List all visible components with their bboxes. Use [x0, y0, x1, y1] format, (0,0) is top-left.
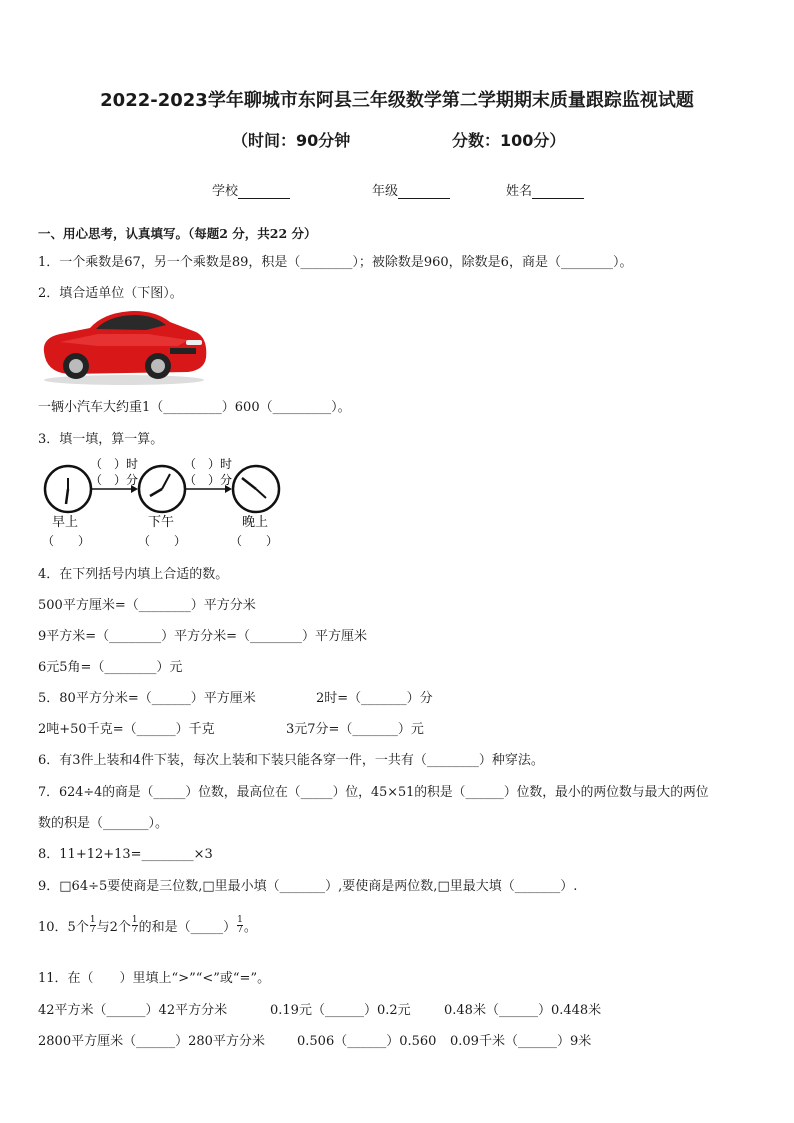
question-5-c: 2吨+50千克=（______）千克: [38, 722, 215, 737]
q10-part-4: 。: [243, 920, 257, 935]
time-afternoon: 下午: [148, 515, 175, 530]
answer-morning: （ ）: [42, 534, 91, 548]
question-4-line-1: 500平方厘米=（________）平方分米: [38, 598, 256, 613]
grade-field[interactable]: [372, 180, 450, 199]
question-8: 8．11+12+13=________×3: [38, 847, 213, 862]
q11-row-2-col-3: 0.09千米（______）9米: [450, 1034, 592, 1049]
fraction-1-numerator: 1: [89, 915, 96, 925]
question-3: 3．填一填，算一算。: [38, 432, 164, 447]
clocks-diagram: [38, 454, 290, 550]
red-car-image: [38, 302, 210, 386]
q10-part-1: 10．5个: [38, 920, 89, 935]
clock-evening: [233, 466, 279, 512]
time-morning: 早上: [52, 515, 79, 530]
section-heading: 一、用心思考，认真填写。（每题2 分，共22 分）: [38, 226, 317, 241]
exam-time: （时间：90分钟: [232, 131, 351, 150]
question-4-line-3: 6元5角=（________）元: [38, 660, 183, 675]
fraction-3: [237, 916, 243, 935]
question-1: 1．一个乘数是67，另一个乘数是89，积是（________）；被除数是960，除数是6，商是（________）。: [38, 255, 633, 270]
question-5-a: 5．80平方分米=（______）平方厘米: [38, 691, 256, 706]
question-5-d: 3元7分=（_______）元: [286, 722, 424, 737]
question-4: 4．在下列括号内填上合适的数。: [38, 567, 229, 582]
question-10: [38, 916, 257, 935]
answer-evening: （ ）: [230, 534, 279, 548]
clock-afternoon: [139, 466, 185, 512]
minute-label-1: （ ）分: [90, 473, 139, 487]
question-7-line-2: 数的积是（_______）。: [38, 816, 169, 831]
minute-label-2: （ ）分: [184, 473, 233, 487]
fraction-1: [90, 916, 96, 935]
q11-row-1-col-2: 0.19元（______）0.2元: [270, 1003, 411, 1018]
question-2: 2．填合适单位（下图）。: [38, 286, 183, 301]
answer-afternoon: （ ）: [138, 534, 187, 548]
grade-blank[interactable]: [398, 186, 450, 199]
question-9: 9．□64÷5要使商是三位数,□里最小填（_______）,要使商是两位数,□里最大填（_______）.: [38, 879, 578, 894]
question-7-line-1: 7．624÷4的商是（_____）位数，最高位在（_____）位，45×51的积是（______）位数，最小的两位数与最大的两位: [38, 785, 709, 800]
fraction-3-denominator: 7: [237, 925, 243, 935]
q11-row-1-col-1: 42平方米（______）42平方分米: [38, 1003, 228, 1018]
name-label: 姓名: [506, 184, 533, 199]
page-title: 2022-2023学年聊城市东阿县三年级数学第二学期期末质量跟踪监视试题: [100, 90, 694, 111]
clock-morning: [45, 466, 91, 512]
grade-label: 年级: [372, 184, 399, 199]
hour-label-2: （ ）时: [184, 457, 233, 471]
hour-label-1: （ ）时: [90, 457, 139, 471]
school-blank[interactable]: [238, 186, 290, 199]
question-4-line-2: 9平方米=（________）平方分米=（________）平方厘米: [38, 629, 368, 644]
name-field[interactable]: [506, 180, 584, 199]
q11-row-1-col-3: 0.48米（______）0.448米: [444, 1003, 602, 1018]
question-5-b: 2时=（_______）分: [316, 691, 433, 706]
q10-part-3: 的和是（_____）: [138, 920, 237, 935]
fraction-2-denominator: 7: [131, 925, 138, 935]
exam-score: 分数：100分）: [452, 131, 566, 150]
q11-row-2-col-2: 0.506（______）0.560: [297, 1034, 437, 1049]
fraction-2: [132, 916, 138, 935]
q10-part-2: 与2个: [96, 920, 131, 935]
q11-row-2-col-1: 2800平方厘米（______）280平方分米: [38, 1034, 265, 1049]
time-evening: 晚上: [242, 515, 269, 530]
question-6: 6．有3件上装和4件下装，每次上装和下装只能各穿一件，一共有（________）种穿法。: [38, 753, 544, 768]
fraction-2-numerator: 1: [131, 915, 138, 925]
question-11: 11．在（ ）里填上“>”“<”或“=”。: [38, 971, 271, 986]
name-blank[interactable]: [532, 186, 584, 199]
fraction-3-numerator: 1: [237, 915, 243, 925]
school-label: 学校: [212, 184, 239, 199]
school-field[interactable]: [212, 180, 290, 199]
fraction-1-denominator: 7: [89, 925, 96, 935]
question-2-line: 一辆小汽车大约重1（_________）600（_________）。: [38, 400, 351, 415]
